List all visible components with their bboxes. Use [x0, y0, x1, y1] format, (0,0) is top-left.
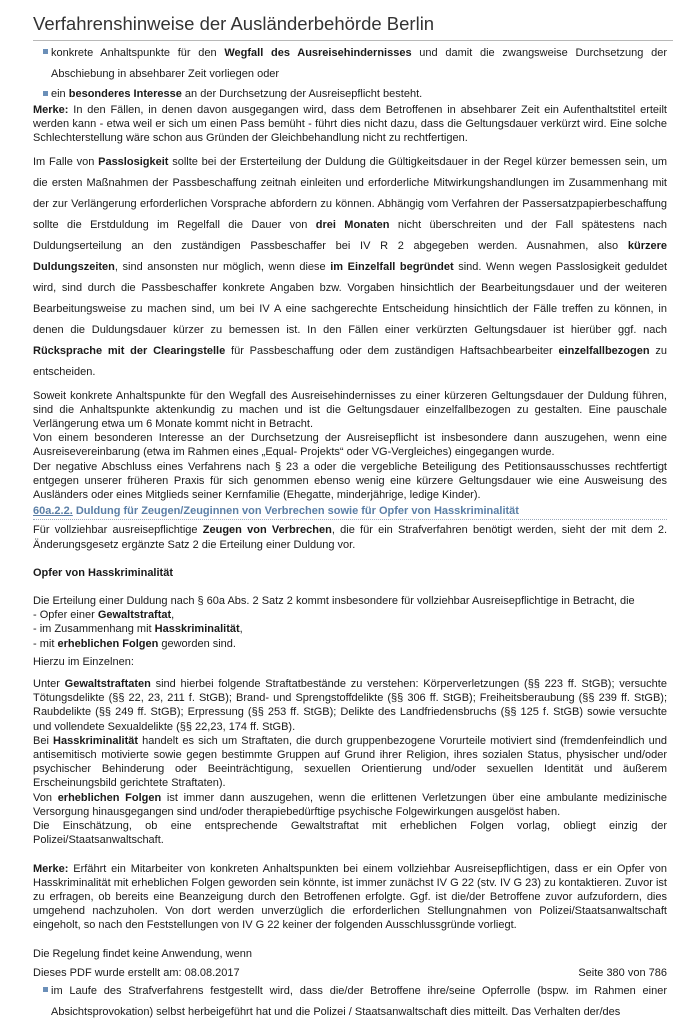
list-item: - mit erheblichen Folgen geworden sind.	[33, 637, 236, 650]
paragraph: Unter Gewaltstraftaten sind hierbei folgende Straftatbestände zu verstehen: Körperverletzungen (§§ 223 ff. StGB); versuchte Tötungsdelikte (§§ 22, 23, 211 f. StGB); Brand- und Sprengstoffdelikte (§§ 306 ff. StGB); Freiheitsberaubung (§§ 239 ff. StGB); Raubdelikte (§§ 249 ff. StGB); Erpressung (§§ 253 ff. StGB); Delikte des Landfriedensbruchs (§§ 125 f. StGB) sowie versuchte und vollendete Sexualdelikte (§§ 22,23, 174 ff. StGB).	[33, 678, 667, 733]
paragraph-passlosigkeit: Im Falle von Passlosigkeit sollte bei der Ersterteilung der Duldung die Gültigkeitsdauer in der Regel kürzer bemessen sein, um die ersten Maßnahmen der Passbeschaffung zeitnah einleiten und erforderliche Mitwirkungshandlungen im Zusammenhang mit der zur Verlängerung erforderlichen Vorsprache abfordern zu können. Abhängig vom Verfahren der Passersatzpapierbeschaffung sollte die Erstduldung im Regelfall die Dauer von drei Monaten nicht überschreiten und der Fall spätestens nach Duldungserteilung an den zuständigen Passbeschaffer bei IV R 2 abgegeben werden. Ausnahmen, also kürzere Duldungszeiten, sind ansonsten nur möglich, wenn diese im Einzelfall begründet sind. Wenn wegen Passlosigkeit geduldet wird, sind durch die Passbeschaffer konkrete Angaben bzw. Vorgaben hinsichtlich der Bearbeitungsdauer und der weiteren Bearbeitungsweise zu machen sind, um bei IV A eine sachgerechte Entscheidung hinsichtlich der Fälle treffen zu können, in denen die Duldungsdauer kürzer zu bemessen ist. In den Fällen einer verkürzten Geltungsdauer ist hierüber ggf. nach Rücksprache mit der Clearingstelle für Passbeschaffung oder dem zuständigen Haftsachbearbeiter einzelfallbezogen zu entscheiden.	[33, 155, 668, 378]
footer-page-number: Seite 380 von 786	[578, 967, 667, 979]
document-body	[33, 43, 667, 1023]
paragraph: Die Erteilung einer Duldung nach § 60a Abs. 2 Satz 2 kommt insbesondere für vollziehbar Ausreisepflichtige in Betracht, die	[33, 595, 635, 608]
paragraph: Von erheblichen Folgen ist immer dann auszugehen, wenn die erlittenen Verletzungen über eine ambulante medizinische Versorgung hinausgegangen sind und/oder therapiebedürftige psychische Folgewirkungen ausgelöst haben.	[33, 791, 667, 818]
list-item: - Opfer einer Gewaltstraftat,	[33, 609, 175, 622]
list-item: im Laufe des Strafverfahrens festgestellt wird, dass die/der Betroffene ihre/seine Opferrolle (bspw. im Rahmen einer Absichtsprovokation) selbst herbeigeführt hat und die Polizei / Staatsanwaltschaft dies mitteilt. Das Verhalten der/des	[33, 981, 667, 1023]
subheading: Opfer von Hasskriminalität	[33, 566, 173, 579]
paragraph: Hierzu im Einzelnen:	[33, 655, 134, 668]
merke-note: Merke: In den Fällen, in denen davon ausgegangen wird, dass dem Betroffenen in absehbarer Zeit ein Aufenthaltstitel erteilt werden kann - etwa weil er sich um einen Pass bemüht - führt dies nicht dazu, dass die Geltungsdauer verkürzt wird. Eine solche Schlechterstellung wäre schon aus Gründen der Gleichbehandlung nicht zu rechtfertigen.	[33, 104, 667, 145]
paragraph: Für vollziehbar ausreisepflichtige Zeugen von Verbrechen, die für ein Strafverfahren benötigt werden, sieht der mit dem 2. Änderungsgesetz ergänzte Satz 2 die Erteilung einer Duldung vor.	[33, 524, 668, 551]
paragraph: Soweit konkrete Anhaltspunkte für den Wegfall des Ausreisehindernisses zu einer kürzeren Geltungsdauer der Duldung führen, sind die Anhaltspunkte aktenkundig zu machen und ist die Geltungsdauer einzelfallbezogen zu gestalten. Eine pauschale Verlängerung etwa um 6 Monate kommt nicht in Betracht.	[33, 389, 667, 431]
list-item: konkrete Anhaltspunkte für den Wegfall des Ausreisehindernisses und damit die zwangsweise Durchsetzung der Abschiebung in absehbarer Zeit vorliegen oder	[33, 43, 667, 85]
paragraph: Bei Hasskriminalität handelt es sich um Straftaten, die durch gruppenbezogene Vorurteile motiviert sind (fremdenfeindlich und antisemitisch motivierte sowie gegen bestimmte Gruppen auf Grund ihrer Religion, ihres sozialen Status, physischer und/oder psychischer Behinderung oder Beeinträchtigung, sexuellen Orientierung und/oder sexuellen Identität und äußerem Erscheinungsbild gerichtete Straftaten).	[33, 734, 667, 790]
section-heading: 60a.2.2. Duldung für Zeugen/Zeuginnen von Verbrechen sowie für Opfer von Hasskriminalität	[33, 504, 667, 520]
page-title: Verfahrenshinweise der Ausländerbehörde Berlin	[33, 12, 673, 41]
paragraph: Die Regelung findet keine Anwendung, wenn	[33, 947, 252, 960]
merke-note: Merke: Erfährt ein Mitarbeiter von konkreten Anhaltspunkten bei einem vollziehbar Ausreisepflichtigen, dass er ein Opfer von Hasskriminalität mit erheblichen Folgen geworden sein könnte, ist immer zunächst IV G 22 (stv. IV G 23) zu kontaktieren. Zuvor ist zu erfragen, ob bereits eine Beanzeigung durch den Betroffenen erfolgte. Ggf. ist die/der Betroffene zuvor aufzufordern, dies umgehend nachzuholen. Von dort werden unverzüglich die erforderlichen Stellungnahmen von Polizei/Staatsanwaltschaft eingeholt, so nach den Feststellungen von IV G 22 keiner der folgenden Ausschlussgründe vorliegt.	[33, 862, 667, 932]
paragraph: Der negative Abschluss eines Verfahrens nach § 23 a oder die vergebliche Beteiligung des Petitionsausschusses rechtfertigt entgegen unserer früheren Praxis für sich genommen ebenso wenig eine kürzere Geltungsdauer wie eine Ausweisung des Ausländers oder eines Mitglieds seiner Kernfamilie (Ehegatte, minderjährige, ledige Kinder).	[33, 460, 667, 502]
section-number-link[interactable]: 60a.2.2.	[33, 505, 73, 518]
footer-created-date: Dieses PDF wurde erstellt am: 08.08.2017	[33, 967, 240, 979]
list-item: ein besonderes Interesse an der Durchsetzung der Ausreisepflicht besteht.	[33, 85, 667, 103]
paragraph: Von einem besonderen Interesse an der Durchsetzung der Ausreisepflicht ist insbesondere dann auszugehen, wenn eine Ausreisevereinbarung (etwa im Rahmen eines „Equal- Projekts“ oder VG-Vergleiches) eingegangen wurde.	[33, 432, 667, 459]
paragraph: Die Einschätzung, ob eine entsprechende Gewaltstraftat mit erheblichen Folgen vorlag, obliegt einzig der Polizei/Staatsanwaltschaft.	[33, 820, 667, 847]
list-item: - im Zusammenhang mit Hasskriminalität,	[33, 623, 243, 636]
